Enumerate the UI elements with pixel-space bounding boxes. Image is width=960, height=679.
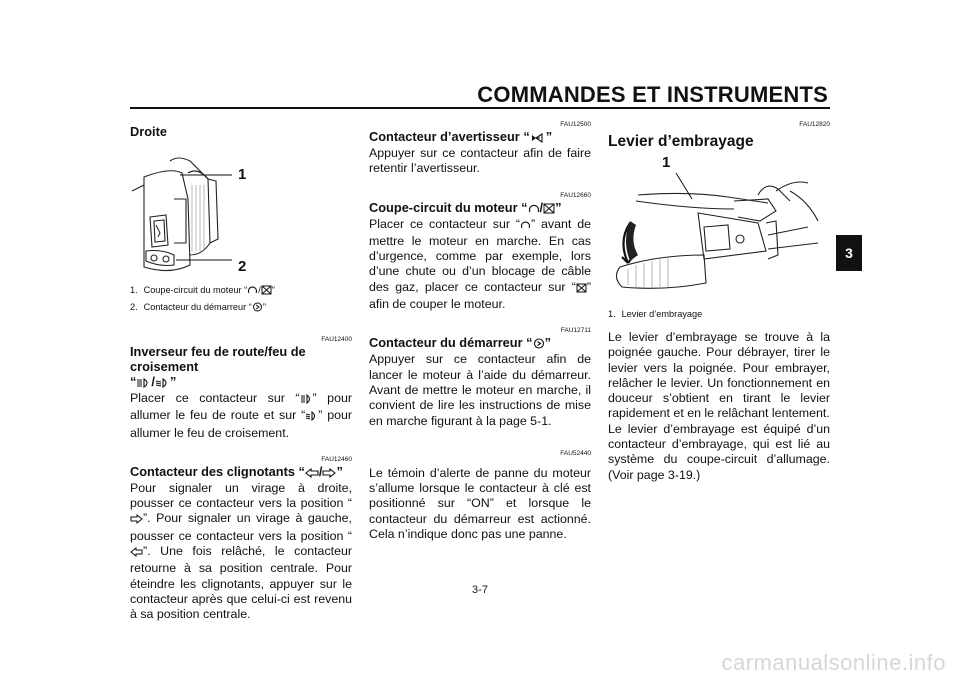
section-heading-turn-signal: Contacteur des clignotants “ / ”: [130, 463, 343, 479]
engine-stop-icon: [261, 285, 272, 300]
high-beam-icon: [300, 393, 313, 408]
page-number: 3-7: [472, 584, 488, 596]
engine-run-icon: [247, 285, 258, 300]
column-1: [130, 120, 352, 623]
header-rule: [130, 107, 830, 109]
right-handlebar-figure: [130, 139, 352, 277]
column-2: [369, 120, 591, 542]
turn-left-icon: [130, 546, 143, 561]
low-beam-icon: [305, 410, 318, 425]
engine-stop-icon: [543, 202, 555, 217]
engine-stop-icon: [576, 282, 587, 297]
page-header-title: COMMANDES ET INSTRUMENTS: [477, 82, 828, 107]
figure-caption: 2. Contacteur du démarreur “ ”: [130, 300, 352, 317]
figure-callout-1: 1: [238, 166, 247, 183]
reference-code: FAU12400: [321, 336, 352, 343]
horn-icon: [530, 131, 546, 146]
engine-run-icon: [528, 202, 540, 217]
section-heading-right: Droite: [130, 124, 167, 139]
reference-code: FAU12820: [799, 121, 830, 128]
starter-text: Appuyer sur ce contacteur afin de lancer le moteur à l’aide du démarreur. Avant de mettre le moteur en marche, il convient de lire les instructions de mise en marche figurant à la page 5-1.: [369, 352, 591, 428]
figure-caption: 1. Levier d’embrayage: [608, 309, 703, 319]
turn-signal-text: Pour signaler un virage à droite, pousser ce contacteur vers la position “”. Pour signaler un virage à gauche, pousser ce contacteur vers la position “”. Une fois relâché, le contacteur retourne à sa position centrale. Pour éteindre les clignotants, appuyer sur le contacteur après que celui-ci est revenu à sa position centrale.: [130, 480, 352, 622]
high-beam-icon: [136, 376, 151, 391]
column-3: [608, 120, 830, 483]
figure-callout-1: 1: [662, 154, 671, 171]
starter-icon: [252, 302, 263, 317]
section-heading-horn: Contacteur d’avertisseur “ ”: [369, 129, 553, 144]
section-heading-starter: Contacteur du démarreur “ ”: [369, 335, 551, 351]
engine-warning-text: Le témoin d’alerte de panne du moteur s’allume lorsque le contacteur à clé est positionné sur “ON” et lorsque le contacteur du démarreur est actionné. Cela n’indique donc pas une panne.: [369, 465, 591, 542]
turn-left-icon: [305, 466, 319, 481]
section-heading-engine-stop: Coupe-circuit du moteur “ / ”: [369, 199, 562, 215]
right-handlebar-illustration: [130, 139, 290, 277]
dimmer-switch-text: Placer ce contacteur sur “ ” pour allumer le feu de route et sur “ ” pour allumer le feu de croisement.: [130, 391, 352, 440]
section-heading-clutch-lever: Levier d’embrayage: [608, 133, 754, 150]
clutch-lever-illustration: [608, 151, 830, 301]
low-beam-icon: [155, 376, 170, 391]
clutch-lever-figure: [608, 151, 830, 301]
horn-text: Appuyer sur ce contacteur afin de faire retentir l’avertisseur.: [369, 146, 591, 176]
reference-code: FAU12660: [560, 191, 591, 199]
section-heading-dimmer-switch: Inverseur feu de route/feu de croisement “ / ”: [130, 344, 306, 389]
clutch-lever-text: Le levier d’embrayage se trouve à la poignée gauche. Pour débrayer, tirer le levier vers la poignée. Pour embrayer, relâcher le levier. Un fonctionnement en douceur s’obtient en tirant le levier rapidement et en le relâchant lentement. Le levier d’embrayage est équipé d’un contacteur d’embrayage, qui est lié au système du coupe-circuit d’allumage. (Voir page 3-19.): [608, 330, 830, 482]
reference-code: FAU52440: [560, 449, 591, 457]
starter-icon: [533, 337, 545, 352]
figure-caption: 1. Coupe-circuit du moteur “ / ”: [130, 283, 352, 300]
engine-stop-text: Placer ce contacteur sur “ ” avant de mettre le moteur en marche. En cas d’urgence, comme par exemple, lors d’une chute ou d’un blocage de câble des gaz, placer ce contacteur sur “ ” afin de couper le moteur.: [369, 216, 591, 312]
footer-watermark[interactable]: carmanualsonline.info: [721, 650, 946, 675]
reference-code: FAU12711: [560, 327, 591, 335]
figure-callout-2: 2: [238, 258, 247, 275]
engine-run-icon: [520, 219, 531, 234]
chapter-tab[interactable]: 3: [836, 235, 862, 271]
reference-code: FAU12500: [560, 121, 591, 128]
turn-right-icon: [130, 513, 143, 528]
turn-right-icon: [322, 466, 336, 481]
reference-code: FAU12460: [321, 455, 352, 463]
